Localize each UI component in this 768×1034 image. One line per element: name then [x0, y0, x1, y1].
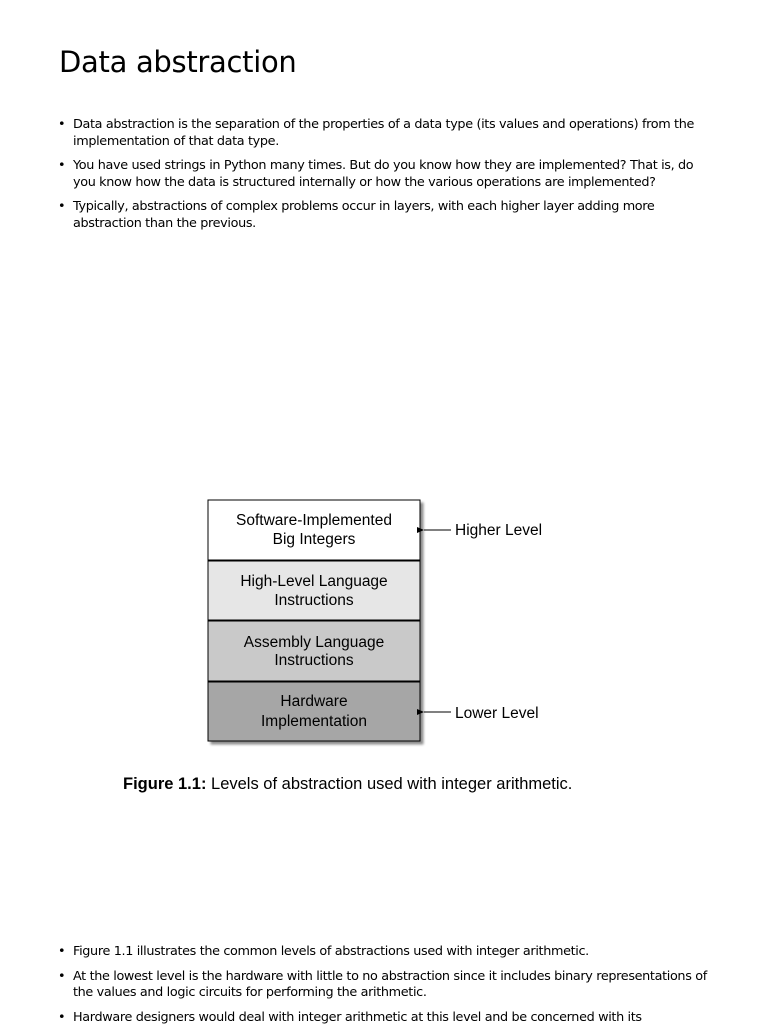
layer-label-line2: Instructions [274, 652, 354, 669]
bullet-text: You have used strings in Python many times. But do you know how they are implemented? That is, do you know how the data is structured internally or how the various operations are implemented? [73, 158, 694, 190]
bullet-icon: • [58, 158, 66, 173]
bullet-icon: • [58, 1009, 66, 1025]
layer-label-line1: High-Level Language [240, 573, 388, 590]
layer-label-line1: Assembly Language [243, 634, 385, 651]
page-title: Data abstraction [59, 45, 297, 79]
bullet-item [57, 117, 717, 150]
layer-box-hardware [208, 682, 420, 741]
figure-caption [123, 774, 643, 794]
abstraction-levels-figure [123, 490, 600, 810]
layer-box-assembly [208, 621, 420, 681]
figure-caption-text: Levels of abstraction used with integer arithmetic. [206, 775, 573, 793]
layer-box-high-level [208, 561, 420, 620]
intro-bullet-list [57, 117, 717, 240]
higher-level-label: Higher Level [455, 522, 543, 539]
bullet-text: At the lowest level is the hardware with little to no abstraction since it includes binary representations of the values and logic circuits for performing the arithmetic. [73, 968, 707, 1000]
layer-label-line2: Instructions [274, 592, 354, 609]
layer-box-software [208, 500, 420, 560]
layer-label-line1: Software-Implemented [236, 512, 392, 529]
bullet-icon: • [58, 199, 66, 214]
bullet-item [57, 199, 717, 232]
bullet-icon: • [58, 944, 66, 959]
bullet-icon: • [58, 117, 66, 132]
layer-label-line2: Big Integers [272, 531, 356, 548]
bullet-text: Typically, abstractions of complex problems occur in layers, with each higher layer adding more abstraction than the previous. [73, 199, 655, 231]
bullet-item [57, 969, 717, 1002]
bullet-item [57, 158, 717, 191]
explanation-bullet-list [57, 944, 717, 1034]
layer-label-line1: Hardware [280, 693, 348, 710]
bullet-text: Figure 1.1 illustrates the common levels of abstractions used with integer arithmetic. [73, 944, 589, 959]
figure-caption-label: Figure 1.1: [123, 775, 207, 793]
layer-label-line2: Implementation [261, 713, 367, 730]
bullet-item [57, 944, 717, 961]
bullet-text: Data abstraction is the separation of the properties of a data type (its values and operations) from the implementation of that data type. [73, 117, 694, 149]
bullet-icon: • [58, 968, 66, 984]
lower-level-label: Lower Level [455, 705, 539, 722]
abstraction-levels-diagram [150, 490, 600, 760]
bullet-text: Hardware designers would deal with integer arithmetic at this level and be concerned with its [73, 1009, 642, 1025]
